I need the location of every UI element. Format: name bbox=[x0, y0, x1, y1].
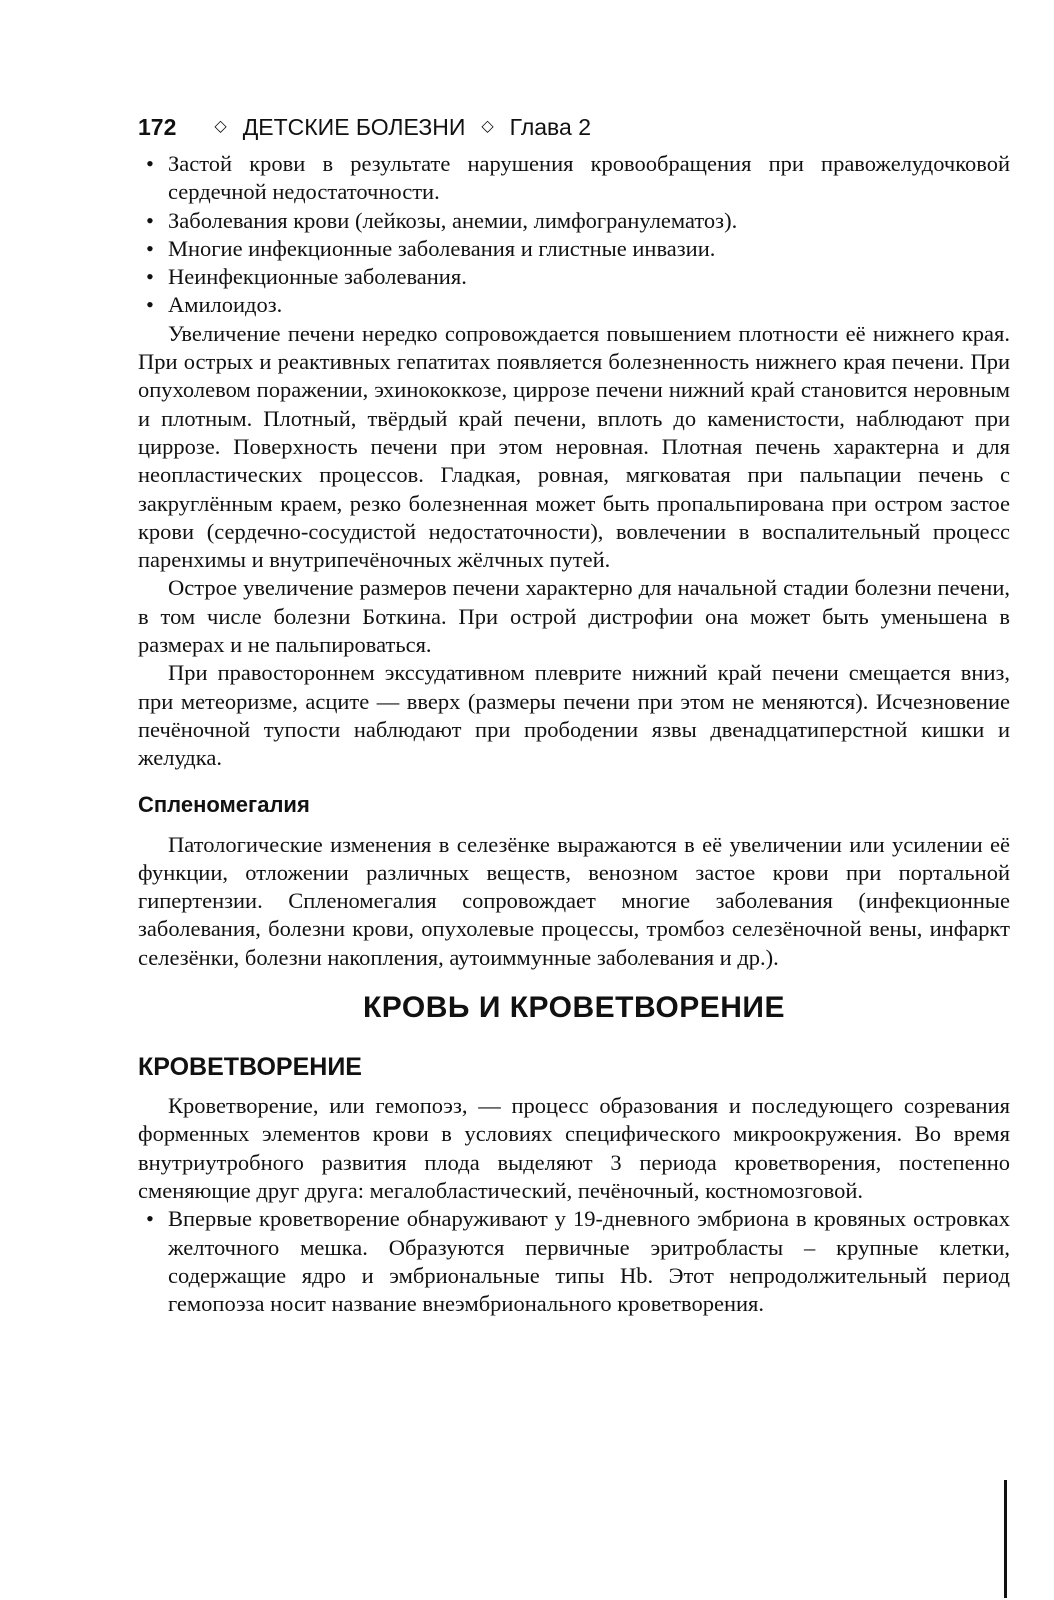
paragraph: При правостороннем экссудативном плеврите нижний край печени смещается вниз, при метеоризме, асците — вверх (размеры печени при этом не меняются). Исчезновение печёночной тупости наблюдают при прободении язвы двенадцатиперстной кишки и желудка. bbox=[138, 660, 1010, 771]
list-item: • Заболевания крови (лейкозы, анемии, лимфогранулематоз). bbox=[138, 207, 1010, 235]
diamond-icon: ◇ bbox=[214, 118, 227, 135]
bullet-icon: • bbox=[146, 151, 154, 176]
bullet-icon: • bbox=[146, 292, 154, 318]
bullet-icon: • bbox=[146, 264, 154, 290]
running-header bbox=[138, 112, 1010, 142]
book-title: ДЕТСКИЕ БОЛЕЗНИ bbox=[242, 114, 466, 140]
list-item: • Многие инфекционные заболевания и глистные инвазии. bbox=[138, 235, 1010, 263]
list-item: • Неинфекционные заболевания. bbox=[138, 263, 1010, 291]
bullet-icon: • bbox=[146, 207, 154, 233]
section-heading: Спленомегалия bbox=[138, 791, 310, 817]
page-edge-mark bbox=[1004, 1480, 1007, 1598]
list-item: • Впервые кроветворение обнаруживают у 19-дневного эмбриона в кровяных островках желточного мешка. Образуются первичные эритробласты – крупные клетки, содержащие ядро и эмбриональные типы Hb. Этот непродолжительный период гемопоэза носит название внеэмбрионального кроветворения. bbox=[146, 1206, 1010, 1317]
diamond-icon: ◇ bbox=[481, 118, 494, 135]
causes-list bbox=[138, 150, 1010, 320]
document-page bbox=[138, 112, 1010, 1318]
paragraph: Острое увеличение размеров печени характерно для начальной стадии болезни печени, в том числе болезни Боткина. При острой дистрофии она может быть уменьшена в размерах и не пальпироваться. bbox=[138, 575, 1010, 658]
paragraph: Патологические изменения в селезёнке выражаются в её увеличении или усилении её функции, отложении различных веществ, венозном застое крови при портальной гипертензии. Спленомегалия сопровождает многие заболевания (инфекционные заболевания, болезни крови, опухолевые процессы, тромбоз селезёночной вены, инфаркт селезёнки, болезни накопления, аутоиммунные заболевания и др.). bbox=[138, 831, 1010, 970]
bullet-icon: • bbox=[146, 235, 154, 261]
list-item: • Застой крови в результате нарушения кровообращения при правожелудочковой сердечной недостаточности. bbox=[146, 151, 1010, 205]
hematopoiesis-list bbox=[138, 1205, 1010, 1318]
page-number: 172 bbox=[138, 114, 177, 140]
chapter-section-title: КРОВЬ И КРОВЕТВОРЕНИЕ bbox=[363, 991, 785, 1025]
bullet-icon: • bbox=[146, 1206, 154, 1232]
list-item: • Амилоидоз. bbox=[138, 291, 1010, 319]
section-heading: КРОВЕТВОРЕНИЕ bbox=[138, 1053, 362, 1082]
chapter-label: Глава 2 bbox=[509, 114, 591, 140]
main-text bbox=[138, 150, 1010, 1318]
paragraph: Увеличение печени нередко сопровождается повышением плотности её нижнего края. При острых и реактивных гепатитах появляется болезненность нижнего края печени. При опухолевом поражении, эхинококкозе, циррозе печени нижний край становится неровным и плотным. Плотный, твёрдый край печени, вплоть до каменистости, наблюдают при циррозе. Поверхность печени при этом неровная. Плотная печень характерна и для неопластических процессов. Гладкая, ровная, мягковатая при пальпации печень с закруглённым краем, резко болезненная может быть пропальпирована при остром застое крови (сердечно-сосудистой недостаточности), вовлечении в воспалительный процесс паренхимы и внутрипечёночных жёлчных путей. bbox=[138, 320, 1010, 573]
paragraph: Кроветворение, или гемопоэз, — процесс образования и последующего созревания форменных элементов крови в условиях специфического микроокружения. Во время внутриутробного развития плода выделяют 3 периода кроветворения, постепенно сменяющие друг друга: мегалобластический, печёночный, костномозговой. bbox=[138, 1093, 1010, 1203]
